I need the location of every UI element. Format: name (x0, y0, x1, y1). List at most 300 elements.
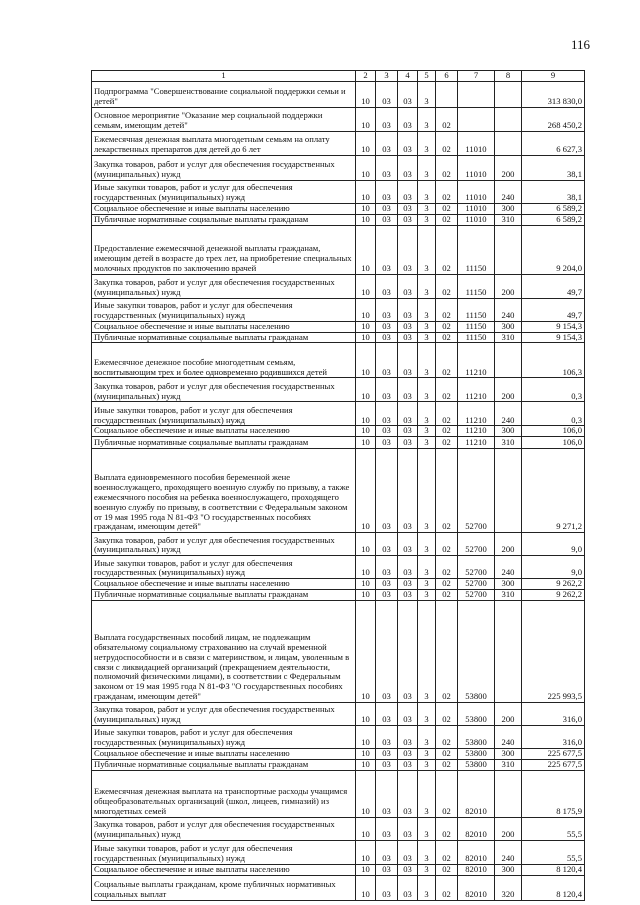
row-code-c4: 03 (398, 770, 418, 817)
row-code-c4: 03 (398, 321, 418, 332)
row-code-c6: 02 (436, 402, 458, 426)
row-code-c2: 10 (356, 840, 376, 864)
row-code-c2: 10 (356, 817, 376, 840)
table-row (92, 225, 585, 274)
row-code-c6: 02 (436, 864, 458, 875)
row-code-c7: 11150 (458, 298, 495, 321)
row-code-c3: 03 (376, 321, 398, 332)
row-code-c8 (495, 107, 522, 131)
row-code-c5: 3 (418, 321, 436, 332)
row-code-c7 (458, 107, 495, 131)
row-code-c7: 52700 (458, 556, 495, 579)
row-code-c6: 02 (436, 131, 458, 155)
row-amount: 49,7 (522, 274, 585, 298)
table-row (92, 703, 585, 726)
row-code-c5: 3 (418, 214, 436, 225)
row-code-c6: 02 (436, 703, 458, 726)
row-code-c7: 11210 (458, 343, 495, 378)
row-code-c4: 03 (398, 225, 418, 274)
row-code-c6: 02 (436, 556, 458, 579)
table-row (92, 321, 585, 332)
row-name: Подпрограмма "Совершенствование социальной поддержки семьи и детей" (92, 81, 356, 107)
row-code-c5: 3 (418, 225, 436, 274)
row-code-c7: 11210 (458, 437, 495, 449)
table-row (92, 332, 585, 343)
row-code-c5: 3 (418, 437, 436, 449)
row-code-c6: 02 (436, 533, 458, 556)
row-code-c5: 3 (418, 274, 436, 298)
table-row (92, 298, 585, 321)
row-code-c4: 03 (398, 378, 418, 402)
row-code-c5: 3 (418, 343, 436, 378)
row-code-c2: 10 (356, 298, 376, 321)
row-code-c4: 03 (398, 864, 418, 875)
row-code-c3: 03 (376, 107, 398, 131)
row-code-c6: 02 (436, 840, 458, 864)
row-code-c3: 03 (376, 817, 398, 840)
row-code-c3: 03 (376, 579, 398, 590)
table-row (92, 180, 585, 203)
row-amount: 9 271,2 (522, 449, 585, 533)
row-code-c6: 02 (436, 332, 458, 343)
row-code-c3: 03 (376, 402, 398, 426)
row-code-c8 (495, 81, 522, 107)
row-code-c4: 03 (398, 131, 418, 155)
header-cell: 7 (458, 71, 495, 82)
table-row (92, 155, 585, 180)
row-code-c2: 10 (356, 556, 376, 579)
row-code-c7: 11210 (458, 426, 495, 437)
row-code-c2: 10 (356, 749, 376, 760)
row-name: Социальное обеспечение и иные выплаты населению (92, 321, 356, 332)
row-code-c3: 03 (376, 378, 398, 402)
table-row (92, 274, 585, 298)
row-name: Иные закупки товаров, работ и услуг для обеспечения государственных (муниципальных) нужд (92, 298, 356, 321)
row-code-c6: 02 (436, 817, 458, 840)
row-code-c8 (495, 225, 522, 274)
row-name: Иные закупки товаров, работ и услуг для обеспечения государственных (муниципальных) нужд (92, 726, 356, 749)
row-amount: 9 262,2 (522, 579, 585, 590)
row-name: Ежемесячное денежное пособие многодетным семьям, воспитывающим трех и более одновременно родившихся детей (92, 343, 356, 378)
row-code-c3: 03 (376, 180, 398, 203)
row-code-c5: 3 (418, 180, 436, 203)
row-code-c8: 200 (495, 703, 522, 726)
row-code-c6: 02 (436, 759, 458, 770)
table-row (92, 817, 585, 840)
row-code-c3: 03 (376, 449, 398, 533)
row-amount: 8 175,9 (522, 770, 585, 817)
table-row (92, 864, 585, 875)
row-code-c3: 03 (376, 590, 398, 601)
row-code-c5: 3 (418, 298, 436, 321)
row-code-c7: 11010 (458, 203, 495, 214)
table-row (92, 875, 585, 900)
row-code-c7: 11150 (458, 321, 495, 332)
row-code-c6 (436, 81, 458, 107)
budget-table (91, 70, 585, 901)
row-code-c5: 3 (418, 378, 436, 402)
row-name: Публичные нормативные социальные выплаты гражданам (92, 759, 356, 770)
row-code-c2: 10 (356, 726, 376, 749)
row-code-c8: 240 (495, 556, 522, 579)
header-cell: 6 (436, 71, 458, 82)
row-code-c5: 3 (418, 203, 436, 214)
row-code-c4: 03 (398, 81, 418, 107)
table-body (92, 81, 585, 900)
row-name: Иные закупки товаров, работ и услуг для обеспечения государственных (муниципальных) нужд (92, 556, 356, 579)
row-code-c5: 3 (418, 81, 436, 107)
row-code-c2: 10 (356, 155, 376, 180)
row-code-c5: 3 (418, 533, 436, 556)
row-code-c8: 310 (495, 214, 522, 225)
table-row (92, 378, 585, 402)
row-code-c5: 3 (418, 449, 436, 533)
row-code-c7: 52700 (458, 590, 495, 601)
row-code-c4: 03 (398, 449, 418, 533)
row-code-c6: 02 (436, 579, 458, 590)
table-row (92, 131, 585, 155)
row-code-c2: 10 (356, 343, 376, 378)
row-code-c8 (495, 601, 522, 703)
row-code-c8: 300 (495, 864, 522, 875)
row-amount: 8 120,4 (522, 875, 585, 900)
row-amount: 268 450,2 (522, 107, 585, 131)
table-row (92, 726, 585, 749)
row-code-c7: 82010 (458, 864, 495, 875)
row-code-c8: 300 (495, 426, 522, 437)
row-code-c4: 03 (398, 426, 418, 437)
row-code-c5: 3 (418, 155, 436, 180)
row-name: Ежемесячная денежная выплата многодетным семьям на оплату лекарственных препаратов для детей до 6 лет (92, 131, 356, 155)
row-code-c2: 10 (356, 107, 376, 131)
row-code-c2: 10 (356, 378, 376, 402)
row-amount: 316,0 (522, 726, 585, 749)
row-code-c8 (495, 131, 522, 155)
row-code-c7: 82010 (458, 875, 495, 900)
row-code-c2: 10 (356, 321, 376, 332)
row-code-c2: 10 (356, 203, 376, 214)
row-code-c4: 03 (398, 840, 418, 864)
header-cell: 8 (495, 71, 522, 82)
row-code-c5: 3 (418, 703, 436, 726)
row-code-c7: 11010 (458, 155, 495, 180)
row-code-c4: 03 (398, 437, 418, 449)
row-code-c8: 240 (495, 726, 522, 749)
row-amount: 0,3 (522, 378, 585, 402)
row-name: Предоставление ежемесячной денежной выплаты гражданам, имеющим детей в возрасте до трех лет, на приобретение специальных молочных продуктов по заключению врачей (92, 225, 356, 274)
row-code-c8: 240 (495, 840, 522, 864)
row-name: Социальное обеспечение и иные выплаты населению (92, 426, 356, 437)
row-code-c6: 02 (436, 726, 458, 749)
row-code-c6: 02 (436, 155, 458, 180)
row-code-c3: 03 (376, 214, 398, 225)
row-code-c4: 03 (398, 298, 418, 321)
row-code-c7: 53800 (458, 703, 495, 726)
row-code-c7: 52700 (458, 533, 495, 556)
row-code-c7: 11150 (458, 225, 495, 274)
row-code-c2: 10 (356, 590, 376, 601)
row-code-c2: 10 (356, 601, 376, 703)
row-code-c4: 03 (398, 214, 418, 225)
row-code-c6: 02 (436, 298, 458, 321)
row-code-c4: 03 (398, 155, 418, 180)
row-code-c2: 10 (356, 180, 376, 203)
row-code-c8: 240 (495, 402, 522, 426)
row-code-c6: 02 (436, 180, 458, 203)
row-code-c6: 02 (436, 274, 458, 298)
row-code-c5: 3 (418, 840, 436, 864)
row-amount: 38,1 (522, 155, 585, 180)
table-row (92, 449, 585, 533)
row-amount: 9 154,3 (522, 332, 585, 343)
row-code-c3: 03 (376, 426, 398, 437)
row-code-c4: 03 (398, 107, 418, 131)
row-code-c2: 10 (356, 402, 376, 426)
table-row (92, 402, 585, 426)
row-code-c4: 03 (398, 601, 418, 703)
header-cell: 2 (356, 71, 376, 82)
row-code-c7: 82010 (458, 770, 495, 817)
row-code-c6: 02 (436, 449, 458, 533)
row-amount: 6 627,3 (522, 131, 585, 155)
row-code-c4: 03 (398, 180, 418, 203)
row-code-c7: 53800 (458, 749, 495, 760)
row-amount: 49,7 (522, 298, 585, 321)
row-code-c3: 03 (376, 703, 398, 726)
row-amount: 55,5 (522, 840, 585, 864)
row-code-c2: 10 (356, 759, 376, 770)
row-amount: 316,0 (522, 703, 585, 726)
row-code-c5: 3 (418, 770, 436, 817)
header-cell: 5 (418, 71, 436, 82)
row-code-c2: 10 (356, 875, 376, 900)
table-row (92, 203, 585, 214)
header-cell: 4 (398, 71, 418, 82)
row-code-c6: 02 (436, 203, 458, 214)
row-name: Публичные нормативные социальные выплаты гражданам (92, 332, 356, 343)
row-code-c8: 310 (495, 590, 522, 601)
row-code-c8: 200 (495, 378, 522, 402)
row-code-c3: 03 (376, 840, 398, 864)
row-code-c3: 03 (376, 759, 398, 770)
row-code-c4: 03 (398, 749, 418, 760)
row-name: Иные закупки товаров, работ и услуг для обеспечения государственных (муниципальных) нужд (92, 402, 356, 426)
row-code-c4: 03 (398, 274, 418, 298)
row-code-c3: 03 (376, 875, 398, 900)
row-name: Иные закупки товаров, работ и услуг для обеспечения государственных (муниципальных) нужд (92, 840, 356, 864)
row-name: Публичные нормативные социальные выплаты гражданам (92, 437, 356, 449)
row-name: Основное мероприятие "Оказание мер социальной поддержки семьям, имеющим детей" (92, 107, 356, 131)
row-code-c3: 03 (376, 298, 398, 321)
row-code-c8: 200 (495, 533, 522, 556)
table-row (92, 533, 585, 556)
row-name: Социальное обеспечение и иные выплаты населению (92, 864, 356, 875)
row-code-c2: 10 (356, 214, 376, 225)
row-code-c8: 200 (495, 274, 522, 298)
row-code-c5: 3 (418, 875, 436, 900)
row-name: Закупка товаров, работ и услуг для обеспечения государственных (муниципальных) нужд (92, 817, 356, 840)
row-code-c6: 02 (436, 214, 458, 225)
row-amount: 38,1 (522, 180, 585, 203)
row-code-c5: 3 (418, 864, 436, 875)
table-row (92, 579, 585, 590)
row-code-c5: 3 (418, 332, 436, 343)
row-code-c4: 03 (398, 875, 418, 900)
row-code-c7: 52700 (458, 579, 495, 590)
row-code-c6: 02 (436, 601, 458, 703)
row-code-c6: 02 (436, 770, 458, 817)
row-code-c5: 3 (418, 131, 436, 155)
row-code-c3: 03 (376, 749, 398, 760)
row-code-c2: 10 (356, 864, 376, 875)
row-code-c4: 03 (398, 759, 418, 770)
row-code-c6: 02 (436, 426, 458, 437)
row-code-c3: 03 (376, 864, 398, 875)
row-amount: 9 204,0 (522, 225, 585, 274)
table-row (92, 81, 585, 107)
row-code-c7: 11010 (458, 214, 495, 225)
row-code-c6: 02 (436, 590, 458, 601)
row-code-c2: 10 (356, 332, 376, 343)
row-code-c3: 03 (376, 131, 398, 155)
row-code-c8: 200 (495, 817, 522, 840)
row-code-c8 (495, 770, 522, 817)
row-code-c2: 10 (356, 81, 376, 107)
row-code-c6: 02 (436, 378, 458, 402)
row-code-c4: 03 (398, 203, 418, 214)
table-row (92, 770, 585, 817)
row-code-c2: 10 (356, 703, 376, 726)
header-cell: 9 (522, 71, 585, 82)
row-code-c5: 3 (418, 590, 436, 601)
row-code-c6: 02 (436, 749, 458, 760)
row-amount: 313 830,0 (522, 81, 585, 107)
row-code-c7: 11150 (458, 274, 495, 298)
row-code-c7: 11210 (458, 378, 495, 402)
row-code-c8: 300 (495, 749, 522, 760)
row-code-c3: 03 (376, 203, 398, 214)
row-name: Закупка товаров, работ и услуг для обеспечения государственных (муниципальных) нужд (92, 378, 356, 402)
row-code-c4: 03 (398, 726, 418, 749)
table-row (92, 840, 585, 864)
row-code-c6: 02 (436, 225, 458, 274)
row-code-c2: 10 (356, 426, 376, 437)
row-name: Социальное обеспечение и иные выплаты населению (92, 749, 356, 760)
row-code-c4: 03 (398, 556, 418, 579)
row-code-c3: 03 (376, 726, 398, 749)
row-code-c6: 02 (436, 107, 458, 131)
row-name: Социальное обеспечение и иные выплаты населению (92, 579, 356, 590)
row-code-c2: 10 (356, 274, 376, 298)
row-amount: 106,3 (522, 343, 585, 378)
row-code-c5: 3 (418, 107, 436, 131)
row-name: Закупка товаров, работ и услуг для обеспечения государственных (муниципальных) нужд (92, 155, 356, 180)
row-amount: 225 993,5 (522, 601, 585, 703)
row-code-c5: 3 (418, 601, 436, 703)
row-code-c8: 300 (495, 203, 522, 214)
row-code-c6: 02 (436, 875, 458, 900)
row-code-c5: 3 (418, 726, 436, 749)
row-name: Выплата государственных пособий лицам, не подлежащим обязательному социальному страхованию на случай временной нетрудоспособности и в связи с материнством, и лицам, уволенным в связи с ликвидацией организаций (прекращением деятельности, полномочий физическими лицами), в соответствии с Федеральным законом от 19 мая 1995 года N 81-ФЗ "О государственных пособиях гражданам, имеющим детей" (92, 601, 356, 703)
row-code-c3: 03 (376, 343, 398, 378)
row-code-c5: 3 (418, 749, 436, 760)
row-code-c3: 03 (376, 601, 398, 703)
row-code-c4: 03 (398, 343, 418, 378)
row-amount: 9 262,2 (522, 590, 585, 601)
row-code-c8: 310 (495, 437, 522, 449)
row-code-c7: 53800 (458, 601, 495, 703)
row-code-c3: 03 (376, 155, 398, 180)
row-name: Выплата единовременного пособия беременной жене военнослужащего, проходящего военную службу по призыву, а также ежемесячного пособия на ребенка военнослужащего, проходящего военную службу по призыву, в соответствии с Федеральным законом от 19 мая 1995 года N 81-ФЗ "О государственных пособиях гражданам, имеющим детей" (92, 449, 356, 533)
row-code-c5: 3 (418, 759, 436, 770)
row-code-c2: 10 (356, 131, 376, 155)
row-amount: 55,5 (522, 817, 585, 840)
row-code-c3: 03 (376, 437, 398, 449)
row-amount: 9,0 (522, 556, 585, 579)
row-code-c4: 03 (398, 402, 418, 426)
row-code-c2: 10 (356, 579, 376, 590)
row-name: Закупка товаров, работ и услуг для обеспечения государственных (муниципальных) нужд (92, 533, 356, 556)
header-cell: 1 (92, 71, 356, 82)
row-code-c8: 300 (495, 579, 522, 590)
row-code-c7: 82010 (458, 817, 495, 840)
row-code-c4: 03 (398, 332, 418, 343)
row-amount: 0,3 (522, 402, 585, 426)
row-code-c8: 200 (495, 155, 522, 180)
row-code-c8: 310 (495, 759, 522, 770)
table-row (92, 107, 585, 131)
page-number: 116 (571, 37, 591, 52)
row-code-c7: 11210 (458, 402, 495, 426)
row-code-c3: 03 (376, 332, 398, 343)
row-code-c4: 03 (398, 533, 418, 556)
row-code-c3: 03 (376, 770, 398, 817)
row-code-c7: 52700 (458, 449, 495, 533)
table-row (92, 601, 585, 703)
row-code-c7: 82010 (458, 840, 495, 864)
row-code-c7: 53800 (458, 759, 495, 770)
row-code-c3: 03 (376, 225, 398, 274)
table-row (92, 426, 585, 437)
row-code-c7 (458, 81, 495, 107)
row-code-c5: 3 (418, 426, 436, 437)
row-code-c7: 11150 (458, 332, 495, 343)
row-name: Публичные нормативные социальные выплаты гражданам (92, 590, 356, 601)
row-name: Социальные выплаты гражданам, кроме публичных нормативных социальных выплат (92, 875, 356, 900)
row-code-c6: 02 (436, 321, 458, 332)
row-code-c3: 03 (376, 274, 398, 298)
row-amount: 225 677,5 (522, 749, 585, 760)
row-code-c4: 03 (398, 703, 418, 726)
table-row (92, 749, 585, 760)
row-code-c8: 240 (495, 298, 522, 321)
row-amount: 9 154,3 (522, 321, 585, 332)
row-code-c8 (495, 449, 522, 533)
table-header (92, 71, 585, 82)
table-row (92, 590, 585, 601)
row-amount: 106,0 (522, 426, 585, 437)
row-code-c7: 11010 (458, 131, 495, 155)
row-name: Закупка товаров, работ и услуг для обеспечения государственных (муниципальных) нужд (92, 274, 356, 298)
row-code-c8: 300 (495, 321, 522, 332)
row-code-c5: 3 (418, 556, 436, 579)
row-code-c5: 3 (418, 579, 436, 590)
row-name: Закупка товаров, работ и услуг для обеспечения государственных (муниципальных) нужд (92, 703, 356, 726)
row-amount: 6 589,2 (522, 203, 585, 214)
row-name: Иные закупки товаров, работ и услуг для обеспечения государственных (муниципальных) нужд (92, 180, 356, 203)
row-amount: 6 589,2 (522, 214, 585, 225)
table-row (92, 759, 585, 770)
